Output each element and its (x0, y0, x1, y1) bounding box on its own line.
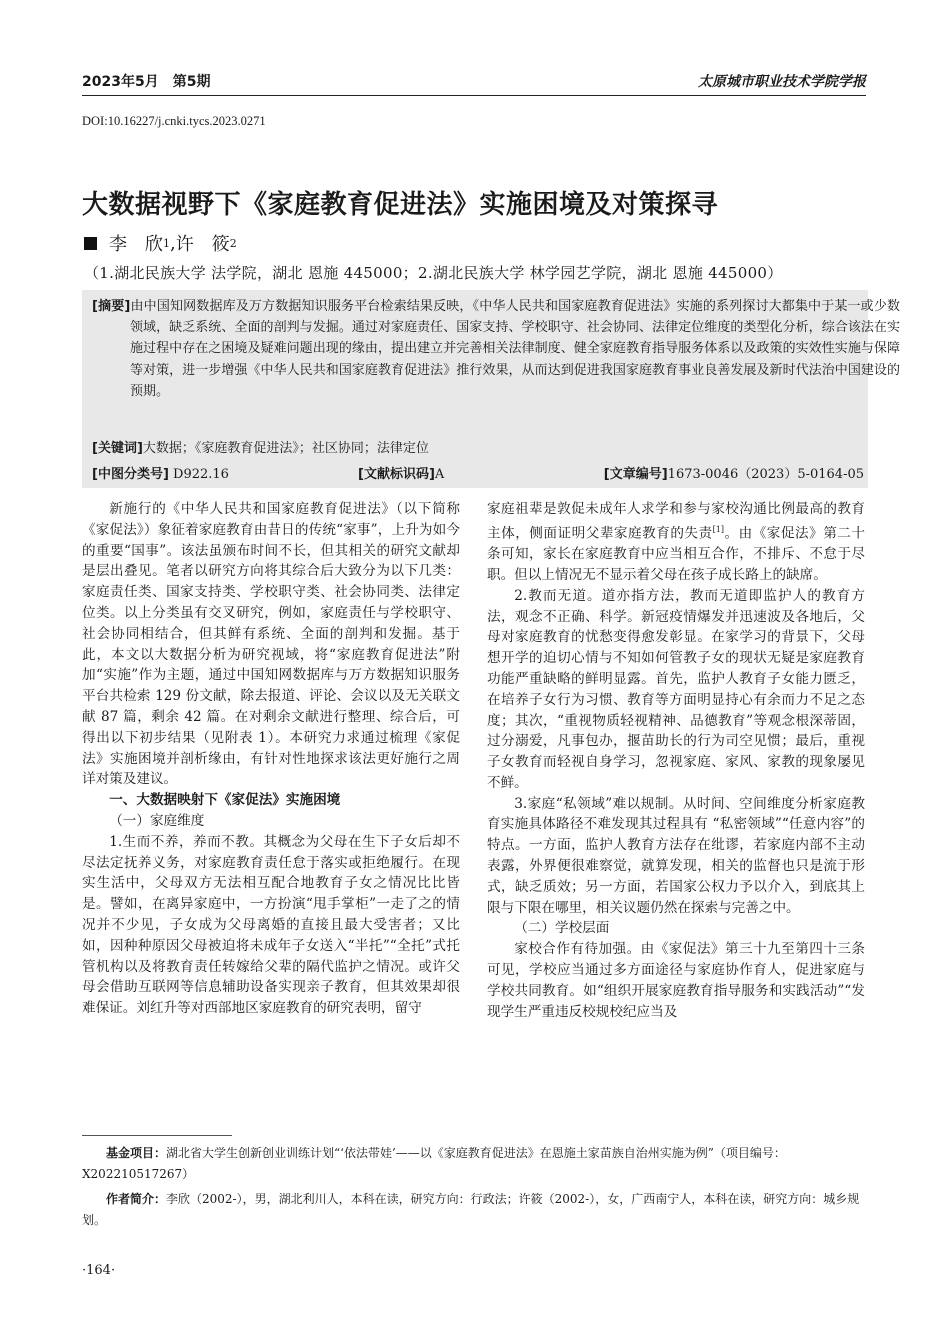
article-no-value: 1673-0046（2023）5-0164-05 (667, 467, 864, 482)
article-title: 大数据视野下《家庭教育促进法》实施困境及对策探寻 (82, 190, 719, 220)
article-no-label: [文章编号] (603, 467, 668, 482)
keywords-text: 大数据；《家庭教育促进法》；社区协同；法律定位 (142, 441, 429, 456)
issue-info: 2023年5月 第5期 (82, 74, 211, 90)
section-heading: 一、大数据映射下《家促法》实施困境 (109, 792, 341, 809)
paragraph-tail: 。由《家促法》第二十条可知，家长在家庭教育中应当相互合作，不排斥、不怠于尽职。但以上情况无不显示着父母在孩子成长路上的缺席。 (487, 525, 866, 583)
paragraph: 家校合作有待加强。由《家促法》第三十九至第四十三条可见，学校应当通过多方面途径与家庭协作育人，促进家庭与学校共同教育。如“组织开展家庭教育指导服务和实践活动”“发现学生严重违反校规校纪应当及 (487, 941, 865, 1020)
author-1-sup: 1 (163, 236, 170, 250)
paragraph-text: 家庭祖辈是敦促未成年人求学和参与家校沟通比例最高的教育主体，侧面证明父辈家庭教育的失责 (487, 501, 865, 542)
journal-name: 太原城市职业技术学院学报 (698, 74, 866, 90)
paragraph: 新施行的《中华人民共和国家庭教育促进法》（以下简称《家促法》）象征着家庭教育由昔日的传统“家事”，上升为如今的重要“国事”。该法虽颁布时间不长，但其相关的研究文献却是层出叠见。笔者以研究方向将其综合后大致分为以下几类：家庭责任类、国家支持类、学校职守类、社会协同类、法律定位类。以上分类虽有交叉研究，例如，家庭责任与学校职守、社会协同相结合，但其鲜有系统、全面的剖判和发掘。基于此，本文以大数据分析为研究视域，将“家庭教育促进法”附加“实施”作为主题，通过中国知网数据库与万方数据知识服务平台共检索 129 份文献，除去报道、评论、会议以及无关联文献 87 篇，剩余 42 篇。在对剩余文献进行整理、综合后，可得出以下初步结果（见附表 1）。本研究力求通过梳理《家促法》实施困境并剖析缘由，有针对性地探求该法更好施行之周详对策及建议。 (82, 501, 460, 788)
funding-note (82, 1143, 868, 1185)
keywords-label: [关键词] (92, 441, 143, 456)
bio-text: 李欣（2002-），男，湖北利川人，本科在读，研究方向：行政法；许筱（2002-），女，广西南宁人，本科在读，研究方向：城乡规划。 (82, 1192, 860, 1227)
paragraph (487, 499, 865, 586)
abstract (92, 296, 900, 402)
author-separator: , (170, 232, 176, 254)
subsection-heading: （一）家庭维度 (109, 812, 205, 829)
author-1: 李 欣 (109, 234, 163, 255)
clc-code (92, 463, 229, 482)
document-code (358, 463, 444, 482)
clc-label: [中图分类号] (92, 467, 169, 482)
doi: DOI:10.16227/j.cnki.tycs.2023.0271 (82, 114, 266, 128)
citation-ref: [1] (712, 524, 724, 534)
affiliation: （1.湖北民族大学 法学院，湖北 恩施 445000；2.湖北民族大学 林学园艺学院，湖北 恩施 445000） (84, 264, 783, 282)
article-number (604, 463, 864, 482)
abstract-text: 由中国知网数据库及万方数据知识服务平台检索结果反映，《中华人民共和国家庭教育促进法》实施的系列探讨大都集中于某一或少数领域，缺乏系统、全面的剖判与发掘。通过对家庭责任、国家支持、学校职守、社会协同、法律定位维度的类型化分析，综合该法在实施过程中存在之困境及疑难问题出现的缘由，提出建立并完善相关法律制度、健全家庭教育指导服务体系以及政策的实效性实施与保障等对策，进一步增强《中华人民共和国家庭教育促进法》推行效果，从而达到促进我国家庭教育事业良善发展及新时代法治中国建设的预期。 (130, 299, 900, 399)
author-2-sup: 2 (229, 236, 237, 250)
footnote-divider (82, 1135, 232, 1136)
funding-text: 湖北省大学生创新创业训练计划“‘依法带娃’——以《家庭教育促进法》在恩施土家苗族自治州实施为例”（项目编号：X202210517267） (82, 1146, 786, 1181)
paragraph: 2.教而无道。道亦指方法，教而无道即监护人的教育方法，观念不正确、科学。新冠疫情爆发并迅速波及各地后，父母对家庭教育的忧愁变得愈发彰显。在家学习的背景下，父母想开学的迫切心情与不知如何管教子女的现状无疑是家庭教育功能严重缺略的鲜明显露。首先，监护人教育子女能力匮乏，在培养子女行为习惯、教育等方面明显持心有余而力不足之态度；其次，“重视物质轻视精神、品德教育”等观念根深蒂固，过分溺爱，凡事包办，揠苗助长的行为司空见惯；最后，重视子女教育而轻视自身学习，忽视家庭、家风、家教的现象屡见不鲜。 (487, 587, 865, 791)
author-line (84, 230, 237, 256)
author-2: 许 筱 (175, 234, 230, 255)
page-number: ·164· (82, 1263, 116, 1278)
doc-label: [文献标识码] (358, 467, 435, 482)
paragraph: 1.生而不养，养而不教。其概念为父母在生下子女后却不尽法定抚养义务，对家庭教育责任怠于落实或拒绝履行。在现实生活中，父母双方无法相互配合地教育子女之情况比比皆是。譬如，在离异家庭中，一方扮演“甩手掌柜”一走了之的情况并不少见，子女成为父母离婚的直接且最大受害者；又比如，因种种原因父母被迫将未成年子女送入“半托”“全托”式托管机构以及将教育责任转嫁给父辈的隔代监护之情况。或许父母会借助互联网等信息辅助设备实现亲子教育，但其效果却很难保证。刘红升等对西部地区家庭教育的研究表明，留守 (82, 833, 460, 1017)
abstract-label: [摘要] (92, 299, 131, 314)
author-bio (82, 1189, 868, 1231)
keywords (92, 437, 429, 456)
subsection-heading: （二）学校层面 (514, 920, 610, 937)
clc-value: D922.16 (168, 467, 229, 482)
doc-value: A (434, 467, 445, 482)
header-divider (82, 95, 866, 96)
square-bullet-icon (84, 237, 97, 250)
right-column (487, 499, 865, 1022)
paragraph: 3.家庭“私领域”难以规制。从时间、空间维度分析家庭教育实施具体路径不难发现其过程具有 “私密领域”“任意内容”的特点。一方面，监护人教育方法存在纰谬，若家庭内部不主动表露，外界便很难察觉，就算发现，相关的监督也只是流于形式，缺乏质效；另一方面，若国家公权力予以介入，到底其上限与下限在哪里，相关议题仍然在探索与完善之中。 (487, 795, 865, 916)
funding-label: 基金项目： (106, 1146, 167, 1160)
bio-label: 作者简介： (106, 1192, 167, 1206)
footnotes (82, 1143, 868, 1235)
left-column (82, 499, 460, 1019)
